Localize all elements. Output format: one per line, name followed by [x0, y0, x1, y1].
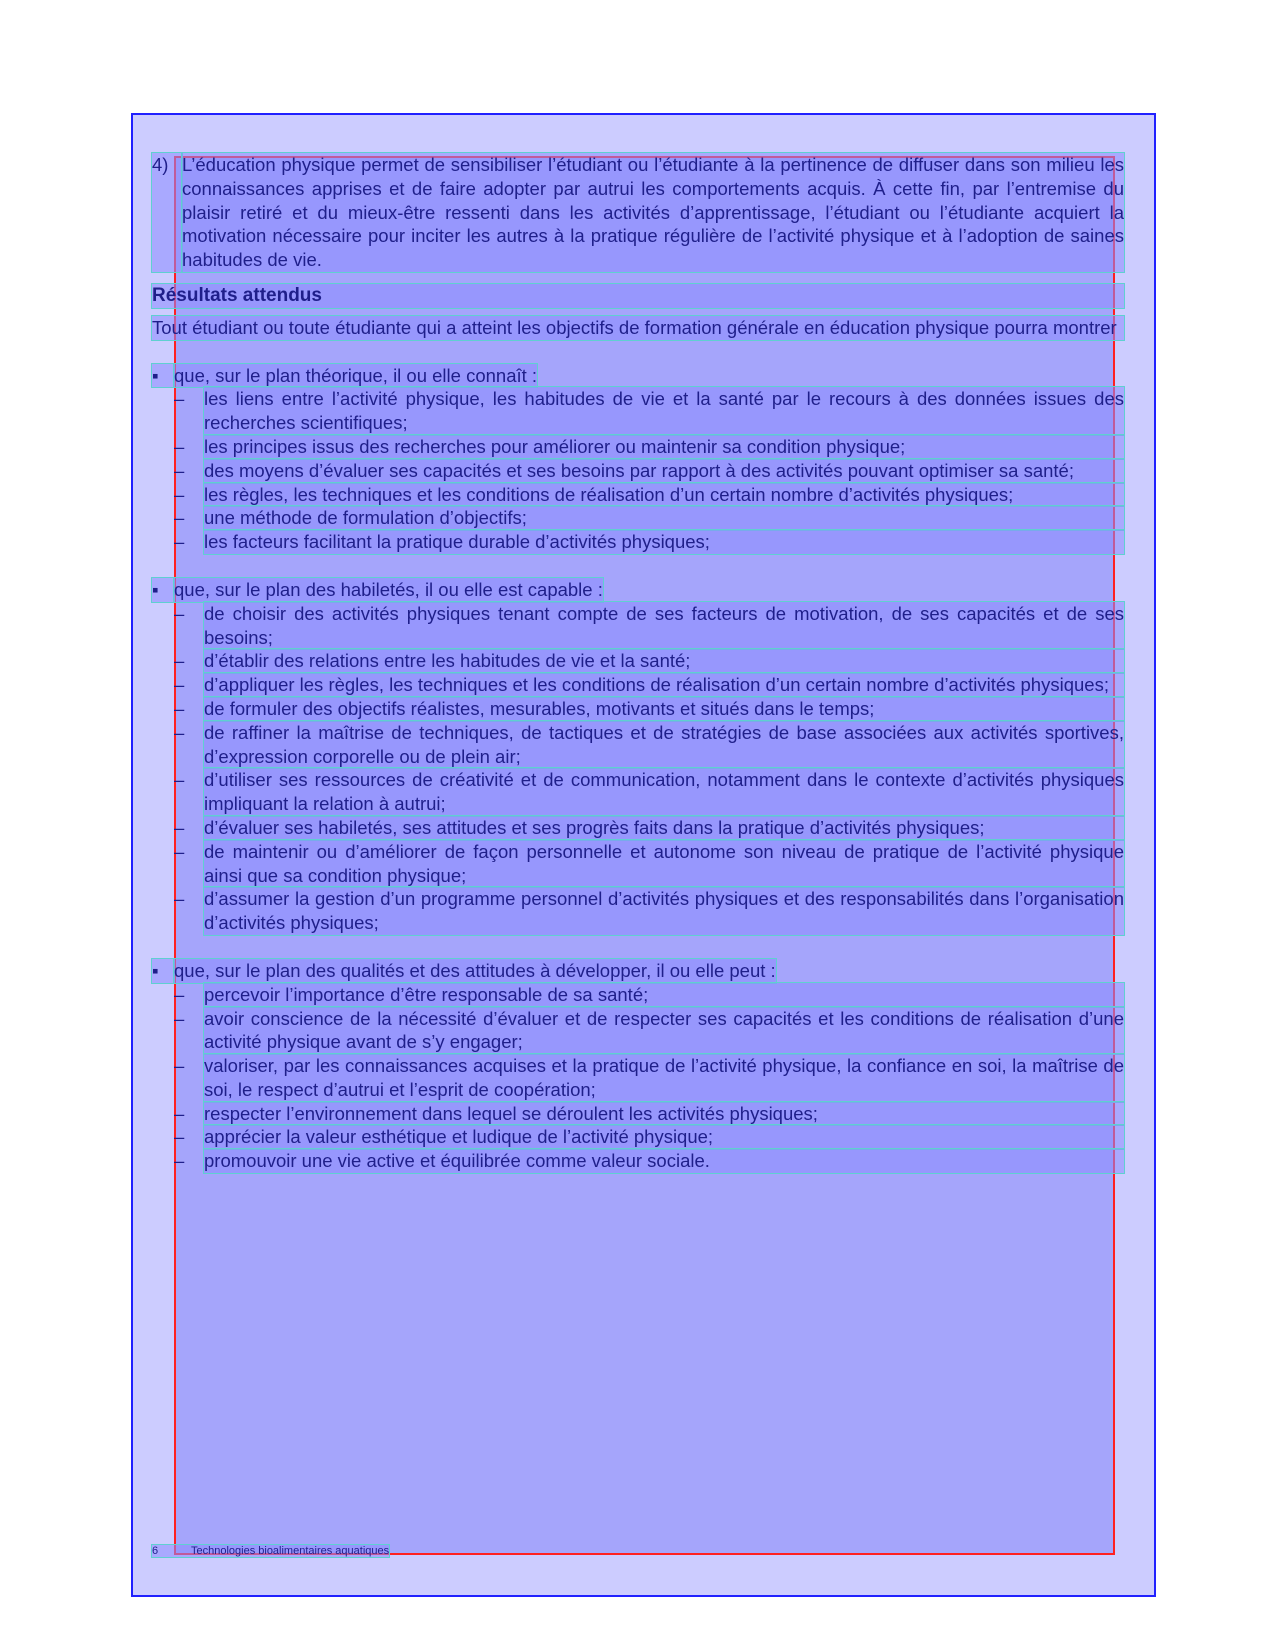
dash-icon: –: [174, 435, 185, 457]
list-item: – respecter l’environnement dans lequel se déroulent les activités physiques;: [152, 1102, 1124, 1126]
list-item: – de formuler des objectifs réalistes, mesurables, motivants et situés dans le temps;: [152, 697, 1124, 721]
dash-icon: –: [174, 602, 185, 624]
list-item: – de raffiner la maîtrise de techniques, de tactiques et de stratégies de base associées aux activités sportives, d’expression corporelle ou de plein air;: [174, 721, 1124, 767]
intro-paragraph: [152, 153, 1124, 272]
dash-icon: –: [174, 1007, 185, 1029]
dash-icon: –: [174, 674, 185, 696]
bullet-icon: ▪: [152, 578, 174, 602]
list-item: – d’établir des relations entre les habitudes de vie et la santé;: [152, 649, 1124, 673]
dash-icon: –: [174, 650, 185, 672]
section-title: que, sur le plan des habiletés, il ou elle est capable :: [174, 578, 603, 600]
document-body: [152, 153, 1124, 1173]
page-footer: [152, 1545, 389, 1557]
list-item: – de maintenir ou d’améliorer de façon personnelle et autonome son niveau de pratique de l’activité physique ainsi que sa condition physique;: [174, 840, 1124, 886]
lead-paragraph: Tout étudiant ou toute étudiante qui a atteint les objectifs de formation générale en éducation physique pourra montrer: [152, 316, 1124, 340]
bullet-icon: ▪: [152, 364, 174, 388]
dash-icon: –: [174, 983, 185, 1005]
list-item: – de choisir des activités physiques tenant compte de ses facteurs de motivation, de ses capacités et de ses besoins;: [174, 602, 1124, 648]
list-item: – d’assumer la gestion d’un programme personnel d’activités physiques et des responsabilités dans l’organisation d’activités physiques;: [174, 888, 1124, 934]
dash-icon: –: [174, 888, 185, 910]
list-item: – les règles, les techniques et les conditions de réalisation d’un certain nombre d’activités physiques;: [152, 483, 1124, 507]
list-item: – d’évaluer ses habiletés, ses attitudes et ses progrès faits dans la pratique d’activités physiques;: [152, 816, 1124, 840]
dash-icon: –: [174, 1102, 185, 1124]
dash-icon: –: [174, 840, 185, 862]
list-item: – les principes issus des recherches pour améliorer ou maintenir sa condition physique;: [152, 435, 1124, 459]
section-title: que, sur le plan des qualités et des attitudes à développer, il ou elle peut :: [174, 959, 776, 981]
intro-number: 4): [152, 153, 182, 272]
theory-list: [152, 387, 1124, 554]
intro-text: L’éducation physique permet de sensibiliser l’étudiant ou l’étudiante à la pertinence de diffuser dans son milieu les connaissances apprises et de faire adopter par autrui les comportements acquis. À cette fin, par l’entremise du plaisir retiré et du mieux-être ressenti dans les activités d’apprentissage, l’étudiant ou l’étudiante acquiert la motivation nécessaire pour inciter les autres à la pratique régulière de l’activité physique et à l’adoption de saines habitudes de vie.: [182, 154, 1124, 271]
dash-icon: –: [174, 1150, 185, 1172]
dash-icon: –: [174, 697, 185, 719]
dash-icon: –: [174, 483, 185, 505]
list-item: – valoriser, par les connaissances acquises et la pratique de l’activité physique, la confiance en soi, la maîtrise de soi, le respect d’autrui et l’esprit de coopération;: [174, 1055, 1124, 1100]
list-item: – d’utiliser ses ressources de créativité et de communication, notamment dans le contexte d’activités physiques impliquant la relation à autrui;: [174, 769, 1124, 815]
dash-icon: –: [174, 816, 185, 838]
section-skills: [152, 578, 1124, 935]
attitudes-list: [152, 983, 1124, 1173]
dash-icon: –: [174, 507, 185, 529]
list-item: – promouvoir une vie active et équilibrée comme valeur sociale.: [152, 1149, 1124, 1173]
list-item: – les liens entre l’activité physique, les habitudes de vie et la santé par le recours à des données issues des recherches scientifiques;: [174, 388, 1124, 434]
list-item: – percevoir l’importance d’être responsable de sa santé;: [152, 983, 1124, 1007]
list-item: – les facteurs facilitant la pratique durable d’activités physiques;: [152, 530, 1124, 554]
section-heading: Résultats attendus: [152, 284, 1124, 308]
dash-icon: –: [174, 1055, 185, 1077]
dash-icon: –: [174, 721, 185, 743]
bullet-icon: ▪: [152, 959, 174, 983]
dash-icon: –: [174, 531, 185, 553]
dash-icon: –: [174, 1126, 185, 1148]
skills-list: [152, 602, 1124, 935]
dash-icon: –: [174, 388, 185, 410]
dash-icon: –: [174, 459, 185, 481]
list-item: – d’appliquer les règles, les techniques et les conditions de réalisation d’un certain nombre d’activités physiques;: [152, 673, 1124, 697]
section-theory: [152, 364, 1124, 554]
section-title: que, sur le plan théorique, il ou elle connaît :: [174, 364, 538, 386]
list-item: – avoir conscience de la nécessité d’évaluer et de respecter ses capacités et les conditions de réalisation d’une activité physique avant de s’y engager;: [174, 1007, 1124, 1053]
program-name: Technologies bioalimentaires aquatiques: [190, 1545, 390, 1557]
list-item: – une méthode de formulation d’objectifs;: [152, 506, 1124, 530]
dash-icon: –: [174, 769, 185, 791]
list-item: – des moyens d’évaluer ses capacités et ses besoins par rapport à des activités pouvant optimiser sa santé;: [152, 459, 1124, 483]
section-attitudes: [152, 959, 1124, 1173]
list-item: – apprécier la valeur esthétique et ludique de l’activité physique;: [152, 1125, 1124, 1149]
page-number: 6: [152, 1545, 159, 1557]
